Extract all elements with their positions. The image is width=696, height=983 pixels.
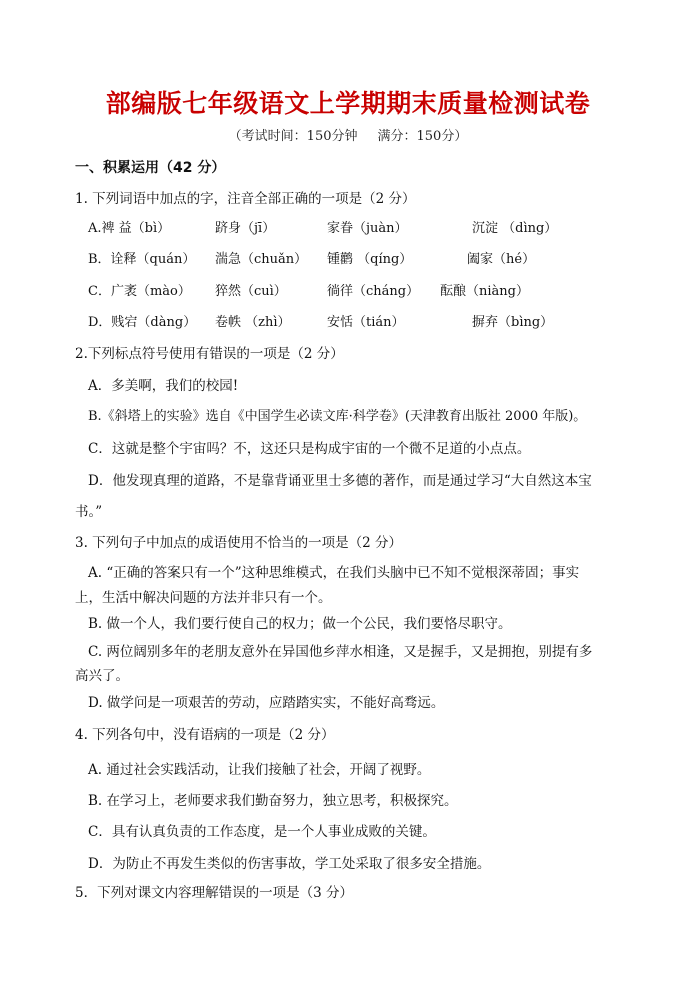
q1-stem: 1. 下列词语中加点的字，注音全部正确的一项是（2 分）: [75, 191, 416, 207]
q3-stem: 3. 下列句子中加点的成语使用不恰当的一项是（2 分）: [75, 535, 403, 551]
q2-stem: 2.下列标点符号使用有错误的一项是（2 分）: [75, 346, 344, 362]
q4-option-b: B. 在学习上，老师要求我们勤奋努力，独立思考，积极探究。: [88, 793, 458, 809]
q4-option-c: C．具有认真负责的工作态度，是一个人事业成败的关键。: [88, 824, 436, 840]
q1-option-c-2: 猝然（cuì）: [215, 284, 287, 299]
q1-option-c-4: 酝酿（niàng）: [440, 284, 529, 299]
q2-option-c: C．这就是整个宇宙吗？不，这还只是构成宇宙的一个微不足道的小点点。: [88, 441, 531, 457]
exam-score: 满分：150分）: [377, 129, 468, 144]
q3-option-c-cont: 高兴了。: [75, 668, 129, 684]
page-title: 部编版七年级语文上学期期末质量检测试卷: [105, 89, 591, 118]
q4-option-a: A. 通过社会实践活动，让我们接触了社会，开阔了视野。: [88, 762, 431, 778]
q2-option-d-cont: 书。”: [75, 504, 103, 520]
q3-option-b: B. 做一个人，我们要行使自己的权力；做一个公民，我们要恪尽职守。: [88, 616, 512, 632]
q3-option-c: C. 两位阔别多年的老朋友意外在异国他乡萍水相逢，又是握手，又是拥抱，别提有多: [88, 644, 593, 660]
q4-option-d: D．为防止不再发生类似的伤害事故，学工处采取了很多安全措施。: [88, 856, 491, 872]
q4-stem: 4. 下列各句中，没有语病的一项是（2 分）: [75, 727, 335, 743]
q1-option-a-3: 家眷（juàn）: [327, 221, 408, 236]
q3-option-a-cont: 上，生活中解决问题的方法并非只有一个。: [75, 590, 332, 606]
q1-option-a-4: 沉淀 （dìng）: [472, 221, 558, 236]
q2-option-b: B.《斜塔上的实验》选自《中国学生必读文库·科学卷》(天津教育出版社 2000 年版)。: [88, 409, 587, 424]
q5-stem: 5．下列对课文内容理解错误的一项是（3 分）: [75, 885, 353, 901]
q2-option-d: D．他发现真理的道路，不是靠背诵亚里士多德的著作，而是通过学习“大自然这本宝: [88, 473, 592, 489]
q3-option-a: A. “正确的答案只有一个”这种思维模式，在我们头脑中已不知不觉根深蒂固；事实: [88, 565, 580, 581]
q1-option-d-4: 摒弃（bìng）: [472, 315, 554, 330]
section-heading: 一、积累运用（42 分）: [75, 160, 226, 176]
q2-option-a: A．多美啊，我们的校园!: [88, 378, 239, 394]
q1-option-d-3: 安恬（tián）: [327, 315, 405, 330]
q3-option-d: D. 做学问是一项艰苦的劳动，应踏踏实实，不能好高骛远。: [88, 695, 445, 711]
q1-option-b-4: 阖家（hé）: [467, 252, 536, 267]
q1-option-a-1: A.裨 益（bì）: [88, 221, 171, 236]
q1-option-b-1: B．诠释（quán）: [88, 252, 196, 267]
q1-option-c-1: C．广袤（mào）: [88, 284, 191, 299]
q1-option-c-3: 徜徉（cháng）: [327, 284, 420, 299]
exam-info: [0, 125, 696, 144]
exam-time: （考试时间：150分钟: [228, 129, 358, 144]
q1-option-b-2: 湍急（chuǎn）: [215, 252, 308, 267]
q1-option-b-3: 锺鹳 （qíng）: [327, 252, 413, 267]
q1-option-a-2: 跻身（jī）: [215, 221, 276, 236]
q1-option-d-2: 卷帙 （zhì）: [215, 315, 291, 330]
q1-option-d-1: D．贱宕（dàng）: [88, 315, 197, 330]
